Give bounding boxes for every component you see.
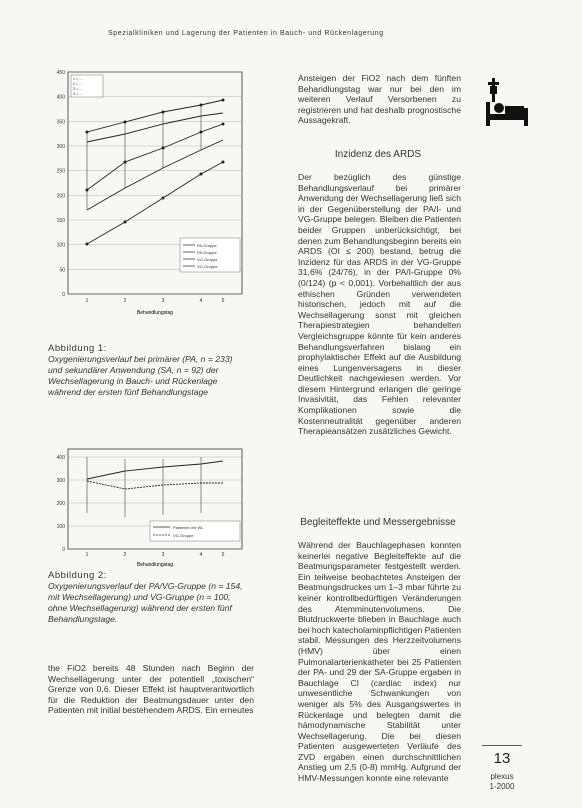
fig2-caption-text: Oxygenierungsverlauf der PA/VG-Gruppe (n = 154, mit Wechsellagerung) und VG-Gruppe (n = 100, ohne Wechsellagerung) während der ersten fünf Behandlungstage. xyxy=(48,581,243,624)
figure-1-chart xyxy=(30,66,260,316)
fig1-legend-item-1: PA-Gruppe xyxy=(197,243,217,248)
fig1-xtick: 4 xyxy=(199,298,203,304)
journal-issue: 1-2000 xyxy=(489,782,515,791)
fig1-ytick: 200 xyxy=(56,193,65,200)
figure-2-caption xyxy=(48,570,248,625)
fig2-xtick: 3 xyxy=(161,552,165,558)
heading-side-effects: Begleiteffekte und Messergebnisse xyxy=(300,517,456,528)
right-paragraph-2: Der bezüglich des günstige Behandlungsverlauf bei primärer Anwendung der Wechsellagerung ließ sich in der Gegenüberstellung der PA/I- und VG-Gruppe belegen. Bleiben die Patienten beider Gruppen unberücksichtigt, bei denen zum Behandlungsbeginn bereits ein ARDS (OI ≤ 200) bestand, betrug die Inzidenz für das ARDS in der VG-Gruppe 31,6% (24/76), in der PA/I-Gruppe 0% (0/124) (p < 0,001). Vorbehaltlich der aus ethischen Gründen verwendeten historischen, jedoch mit auf die Wechsellagerung sonst mit gleichen Therapiestrategien behandelten Vergleichsgruppe könnte für kein anderes Behandlungsverfahren bislang ein prophylaktischer Effekt auf die Ausbildung eines Lungenversagens in dieser Deutlichkeit nachgewiesen werden. Vor diesem Hintergrund erlangen die geringe Invasivität, das Fehlen relevanter Komplikationen sowie die Kostenneutralität gegenüber anderen Therapieansätzen zusätzliches Gewicht. xyxy=(298,172,461,437)
fig1-ytick: 400 xyxy=(56,94,65,101)
journal-name: plexus xyxy=(490,772,514,781)
hospital-bed-icon xyxy=(482,76,532,134)
fig2-ytick: 100 xyxy=(56,524,65,530)
fig2-caption-title: Abbildung 2: xyxy=(48,570,107,581)
fig1-legend-item-4: VG-Gruppe xyxy=(197,264,218,269)
page-number-rule xyxy=(482,745,522,746)
fig2-xtick: 4 xyxy=(199,552,203,558)
fig1-ytick: 300 xyxy=(56,144,65,150)
fig1-legend-line-3: 3 = ... xyxy=(73,87,83,91)
fig1-ytick: 150 xyxy=(56,218,65,224)
fig1-caption-title: Abbildung 1: xyxy=(48,343,107,354)
fig1-ytick: 350 xyxy=(56,119,65,126)
fig2-ytick: 0 xyxy=(62,547,65,553)
fig2-ytick: 300 xyxy=(56,478,65,484)
fig2-ytick: 400 xyxy=(56,455,65,461)
fig2-legend-item-1: Patienten mit WL xyxy=(173,525,204,530)
figure-1-caption xyxy=(48,343,248,398)
fig1-xtick: 3 xyxy=(161,298,165,304)
fig1-legend-line-1: 1 = ... xyxy=(73,77,83,81)
fig1-xtick: 1 xyxy=(85,298,89,304)
fig1-ytick: 50 xyxy=(59,267,65,274)
right-paragraph-3: Während der Bauchlagephasen konnten keinerlei negative Begleiteffekte auf die Beatmungsparameter festgestellt werden. Ein teilweise beobachtetes Ansteigen der Beatmungsdruckes um 1–3 mbar führte zu keiner kontrollbedürftigen Veränderungen des Atemminutenvolumens. Die Blutdruckwerte blieben in Bauchlage auch bei hoch katecholaminpflichtigen Patienten stabil. Messungen des Herzzeitvolumens (HMV) über einen Pulmonalarterienkatheter bei 25 Patienten der PA- und 29 der SA-Gruppe ergaben in Bauchlage CI (cardiac index) nur unwesentliche Schwankungen von weniger als 5% des Ausgangswertes in Rückenlage und belegten damit die hämodynamische Stabilität unter Wechsellagerung. Die bei diesen Patienten ausgewerteten Verläufe des ZVD ergaben einen durchschnittlichen Anstieg um 2,5 (0-8) mmHg. Aufgrund der HMV-Messungen konnte eine relevante xyxy=(298,540,461,784)
fig1-xlabel: Behandlungstag xyxy=(136,310,174,316)
fig1-legend-item-3: VG-Gruppe xyxy=(197,257,218,262)
fig1-ytick: 450 xyxy=(56,70,65,76)
journal-footer xyxy=(482,772,522,792)
fig2-legend-item-2: VG-Gruppe xyxy=(173,533,194,538)
fig1-legend-item-2: PA-Gruppe xyxy=(197,250,217,255)
page-number: 13 xyxy=(493,750,511,767)
fig2-xtick: 1 xyxy=(85,552,89,558)
figure-2-chart xyxy=(30,447,260,569)
fig1-legend-line-2: 2 = ... xyxy=(73,82,83,86)
running-head: Spezialkliniken und Lagerung der Patienten in Bauch- und Rückenlagerung xyxy=(108,30,384,37)
left-column-paragraph: the FiO2 bereits 48 Stunden nach Beginn der Wechsellagerung unter der potentiell „toxischen“ Grenze von 0,6. Dieser Effekt ist hauptverantwortlich für die Reduktion der Beatmungsdauer unter den Patienten mit initial bestehendem ARDS. Ein erneutes xyxy=(48,663,254,716)
fig1-ytick: 100 xyxy=(56,242,65,249)
fig1-xtick: 2 xyxy=(123,298,127,304)
fig2-xtick: 5 xyxy=(221,552,225,558)
heading-ards-incidence: Inzidenz des ARDS xyxy=(334,149,422,160)
fig2-xtick: 2 xyxy=(123,552,127,558)
fig1-caption-text: Oxygenierungsverlauf bei primärer (PA, n = 233) und sekundärer Anwendung (SA, n = 92) der Wechsellagerung in Bauch- und Rückenlage während der ersten fünf Behandlungstage xyxy=(48,354,233,397)
fig1-legend-line-4: 4 = ... xyxy=(73,92,83,96)
fig1-xtick: 5 xyxy=(221,298,225,304)
fig1-ytick: 250 xyxy=(56,168,65,175)
fig2-xlabel: Behandlungstag xyxy=(136,562,174,568)
fig1-ytick: 0 xyxy=(62,292,65,298)
right-paragraph-1: Ansteigen der FiO2 nach dem fünften Behandlungstag war nur bei den im weiteren Verlauf Versorbenen zu registrieren und hat deshalb prognostische Aussagekraft. xyxy=(298,73,461,126)
fig2-ytick: 200 xyxy=(56,501,65,507)
